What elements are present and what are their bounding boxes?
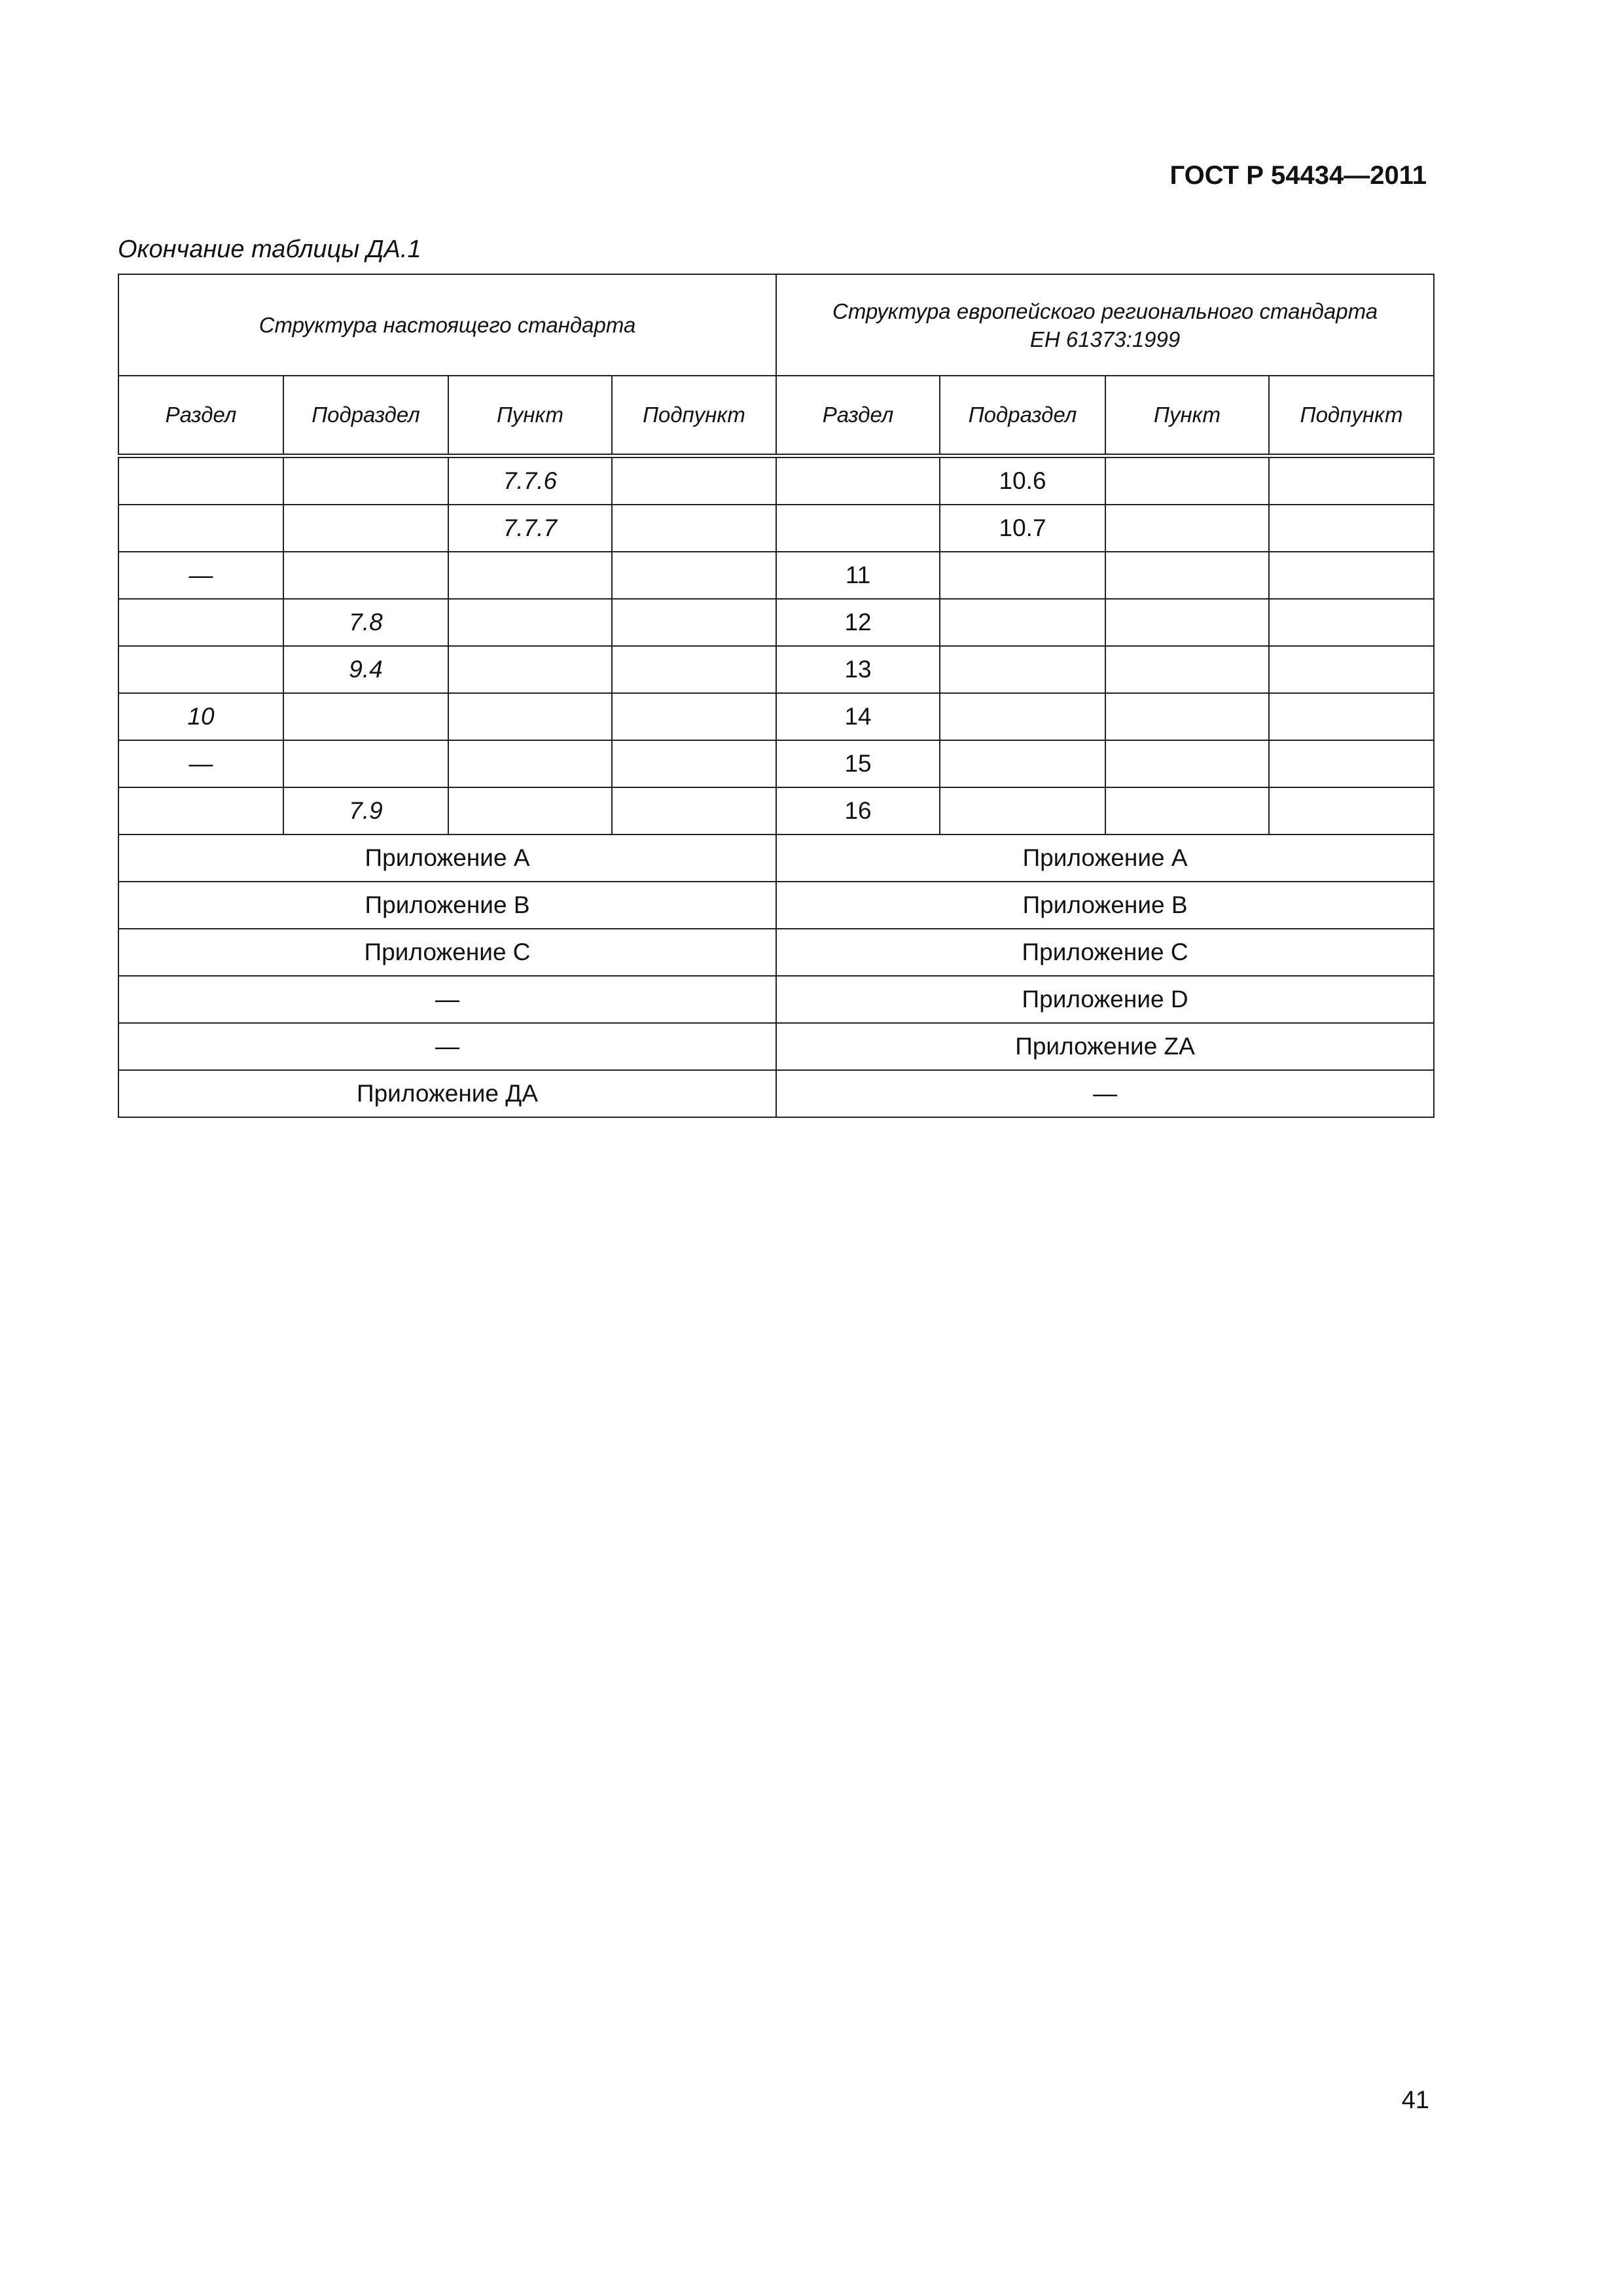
table-cell (1105, 693, 1269, 740)
table-row (118, 505, 1434, 552)
table-cell (612, 693, 776, 740)
table-cell: 16 (776, 787, 940, 834)
table-cell (118, 505, 283, 552)
table-cell (283, 505, 448, 552)
column-header-row (118, 376, 1434, 456)
column-header: Раздел (776, 376, 940, 456)
table-cell (612, 552, 776, 599)
table-cell (448, 599, 612, 646)
column-header: Подпункт (1269, 376, 1434, 456)
table-cell (283, 693, 448, 740)
appendix-cell-european: Приложение В (776, 882, 1434, 929)
appendix-cell-european: Приложение А (776, 834, 1434, 882)
table-cell (940, 693, 1105, 740)
appendix-cell-national: Приложение В (118, 882, 776, 929)
table-cell (1269, 456, 1434, 505)
table-cell (776, 456, 940, 505)
table-cell (612, 740, 776, 787)
table-cell (940, 646, 1105, 693)
table-cell (448, 740, 612, 787)
table-cell (1105, 646, 1269, 693)
appendix-cell-european: Приложение С (776, 929, 1434, 976)
table-cell (448, 693, 612, 740)
appendix-cell-european: Приложение ZA (776, 1023, 1434, 1070)
table-cell: 13 (776, 646, 940, 693)
table-cell: 10 (118, 693, 283, 740)
table-row (118, 599, 1434, 646)
appendix-cell-european: Приложение D (776, 976, 1434, 1023)
table-cell (1105, 456, 1269, 505)
table-cell (118, 787, 283, 834)
table-cell (1269, 505, 1434, 552)
table-cell (776, 505, 940, 552)
document-code: ГОСТ Р 54434—2011 (1169, 161, 1427, 190)
appendix-row (118, 976, 1434, 1023)
table-row (118, 787, 1434, 834)
table-cell: 7.8 (283, 599, 448, 646)
appendix-cell-national: Приложение ДА (118, 1070, 776, 1117)
column-header: Раздел (118, 376, 283, 456)
table-cell (1269, 552, 1434, 599)
table-cell (1105, 787, 1269, 834)
table-cell (612, 646, 776, 693)
table-cell (940, 740, 1105, 787)
appendix-cell-european: — (776, 1070, 1434, 1117)
table-cell: — (118, 740, 283, 787)
appendix-cell-national: Приложение А (118, 834, 776, 882)
table-cell (1269, 693, 1434, 740)
group-header-european-title: Структура европейского регионального стандарта (832, 298, 1378, 323)
table-cell (612, 599, 776, 646)
table-cell (612, 505, 776, 552)
table-cell: 10.7 (940, 505, 1105, 552)
table-cell (283, 456, 448, 505)
table-cell: 12 (776, 599, 940, 646)
table-cell (1105, 740, 1269, 787)
group-header-european-standard: ЕН 61373:1999 (1029, 327, 1181, 351)
column-header: Пункт (1105, 376, 1269, 456)
table-cell: 7.9 (283, 787, 448, 834)
table-caption: Окончание таблицы ДА.1 (118, 236, 421, 263)
table-cell (940, 552, 1105, 599)
table-row (118, 552, 1434, 599)
table-cell: — (118, 552, 283, 599)
column-header: Подраздел (940, 376, 1105, 456)
appendix-cell-national: Приложение С (118, 929, 776, 976)
column-header: Подпункт (612, 376, 776, 456)
table-cell: 9.4 (283, 646, 448, 693)
table-row (118, 456, 1434, 505)
table-cell (1105, 599, 1269, 646)
appendix-row (118, 1023, 1434, 1070)
table-cell (118, 646, 283, 693)
table-cell (283, 552, 448, 599)
table-cell (283, 740, 448, 787)
page-number: 41 (1401, 2087, 1429, 2114)
table-cell (1105, 552, 1269, 599)
appendix-row (118, 1070, 1434, 1117)
table-cell (1269, 787, 1434, 834)
table-cell (940, 787, 1105, 834)
column-header: Подраздел (283, 376, 448, 456)
appendix-cell-national: — (118, 1023, 776, 1070)
group-header-european (776, 274, 1434, 376)
table-cell (612, 787, 776, 834)
table-cell (448, 646, 612, 693)
table-cell: 11 (776, 552, 940, 599)
table-cell: 14 (776, 693, 940, 740)
table-cell: 7.7.7 (448, 505, 612, 552)
table-cell (940, 599, 1105, 646)
table-cell (448, 552, 612, 599)
table-cell: 15 (776, 740, 940, 787)
group-header-national: Структура настоящего стандарта (118, 274, 776, 376)
appendix-cell-national: — (118, 976, 776, 1023)
table-cell (1269, 646, 1434, 693)
column-header: Пункт (448, 376, 612, 456)
table-row (118, 646, 1434, 693)
table-row (118, 740, 1434, 787)
appendix-row (118, 834, 1434, 882)
table-cell (1269, 740, 1434, 787)
table-cell (448, 787, 612, 834)
table-cell: 7.7.6 (448, 456, 612, 505)
table-cell (1105, 505, 1269, 552)
group-header-row (118, 274, 1434, 376)
table-row (118, 693, 1434, 740)
table-cell (612, 456, 776, 505)
table-cell (1269, 599, 1434, 646)
appendix-row (118, 882, 1434, 929)
table-cell (118, 599, 283, 646)
table-cell (118, 456, 283, 505)
structure-comparison-table (118, 274, 1435, 1118)
table-cell: 10.6 (940, 456, 1105, 505)
appendix-row (118, 929, 1434, 976)
